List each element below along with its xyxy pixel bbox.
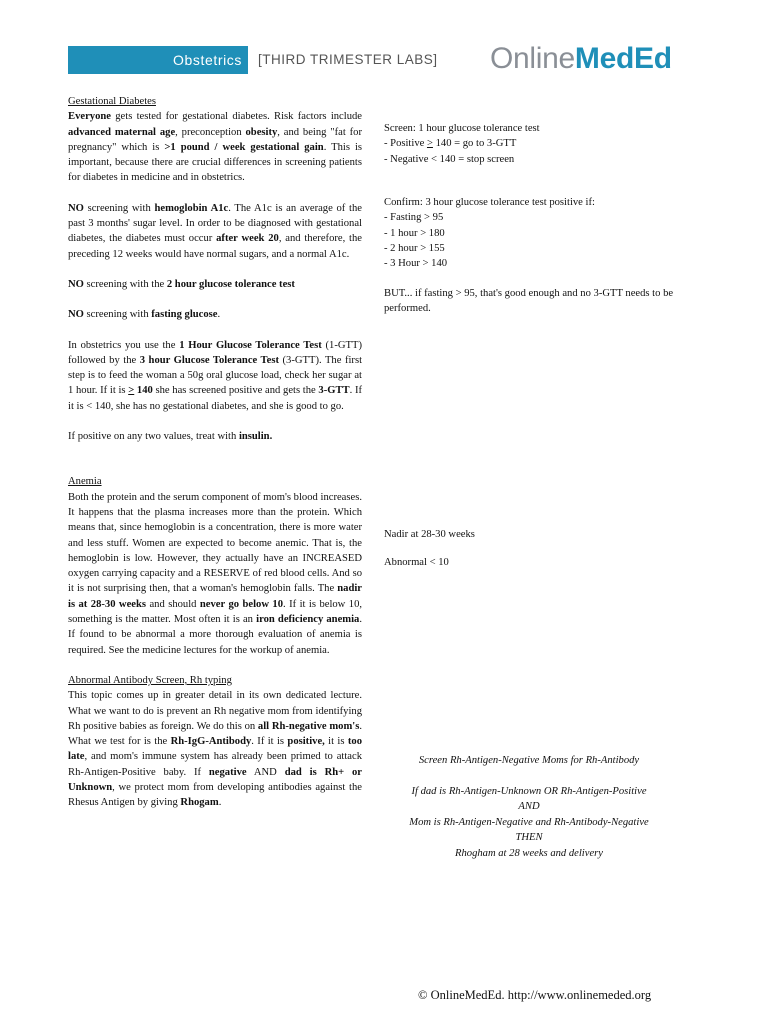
gd-paragraph-2: NO screening with hemoglobin A1c. The A1c is an average of the past 3 months' sugar level. In order to be diagnosed with gestational diabetes, the diabetes must occur after week 20, and therefore, the preceding 12 weeks would have normal sugars, and a normal A1c.	[68, 202, 362, 260]
gd-screen-notes: Screen: 1 hour glucose tolerance test - Positive > 140 = go to 3-GTT - Negative < 140 = stop screen	[384, 123, 540, 165]
gd-paragraph-4: NO screening with fasting glucose.	[68, 309, 221, 321]
onlinemeded-logo: OnlineMedEd	[490, 42, 672, 75]
gd-fasting-note: BUT... if fasting > 95, that's good enough and no 3-GTT needs to be performed.	[384, 288, 674, 315]
anemia-nadir-note: Nadir at 28-30 weeks	[384, 529, 475, 540]
anemia-abnormal-note: Abnormal < 10	[384, 557, 449, 568]
gd-confirm-notes: Confirm: 3 hour glucose tolerance test positive if: - Fasting > 95 - 1 hour > 180 - 2 hour > 155 - 3 Hour > 140	[384, 197, 595, 270]
rh-heading: Abnormal Antibody Screen, Rh typing	[68, 674, 232, 686]
gestational-diabetes-heading: Gestational Diabetes	[68, 96, 156, 107]
rh-summary-box: Screen Rh-Antigen-Negative Moms for Rh-Antibody If dad is Rh-Antigen-Unknown OR Rh-Antigen-Positive AND Mom is Rh-Antigen-Negative and Rh-Antibody-Negative THEN Rhogham at 28 weeks and delivery	[409, 755, 649, 859]
topic-title: [THIRD TRIMESTER LABS]	[258, 52, 438, 67]
section-title: Obstetrics	[172, 52, 242, 68]
gd-paragraph-5: In obstetrics you use the 1 Hour Glucose Tolerance Test (1-GTT) followed by the 3 hour Glucose Tolerance Test (3-GTT). The first step is to feed the woman a 50g oral glucose load, check her sugar at 1 hour. If it is > 140 she has screened positive and gets the 3-GTT. If it is < 140, she has no gestational diabetes, and she is good to go.	[68, 339, 363, 412]
footer-copyright: © OnlineMedEd. http://www.onlinemeded.org	[418, 988, 652, 1002]
gd-paragraph-3: NO screening with the 2 hour glucose tolerance test	[68, 278, 295, 290]
anemia-paragraph: Both the protein and the serum component of mom's blood increases. It happens that the plasma increases more than the protein. Which means that, since hemoglobin is a concentration, there is more water and less stuff. Women are expected to become anemic. That is, the hemoglobin is low. However, they actually have an INCREASED oxygen carrying capacity and a RESERVE of red blood cells. And so it is not surprising then, that a woman's hemoglobin falls. The nadir is at 28-30 weeks and should never go below 10. If it is below 10, something is the matter. Most often it is an iron deficiency anemia. If found to be abnormal a more thorough evaluation of anemia is required. See the medicine lectures for the workup of anemia.	[68, 491, 363, 656]
anemia-heading: Anemia	[68, 476, 102, 488]
rh-paragraph: This topic comes up in greater detail in its own dedicated lecture. What we want to do is prevent an Rh negative mom from identifying Rh positive babies as foreign. We do this on all Rh-negative mom's. What we test for is the Rh-IgG-Antibody. If it is positive, it is too late, and mom's immune system has already been primed to attack Rh-Antigen-Positive baby. If negative AND dad is Rh+ or Unknown, we protect mom from developing antibodies against the Rhesus Antigen by giving Rhogam.	[68, 690, 363, 809]
gd-paragraph-6: If positive on any two values, treat with insulin.	[68, 431, 273, 443]
section-banner	[68, 46, 248, 74]
left-column	[68, 94, 362, 811]
gd-paragraph-1: Everyone gets tested for gestational diabetes. Risk factors include advanced maternal age, preconception obesity, and being "fat for pregnancy" which is >1 pound / week gestational gain. This is important, because there are crucial differences in screening patients for diabetes in medicine and in obstetrics.	[68, 111, 363, 184]
